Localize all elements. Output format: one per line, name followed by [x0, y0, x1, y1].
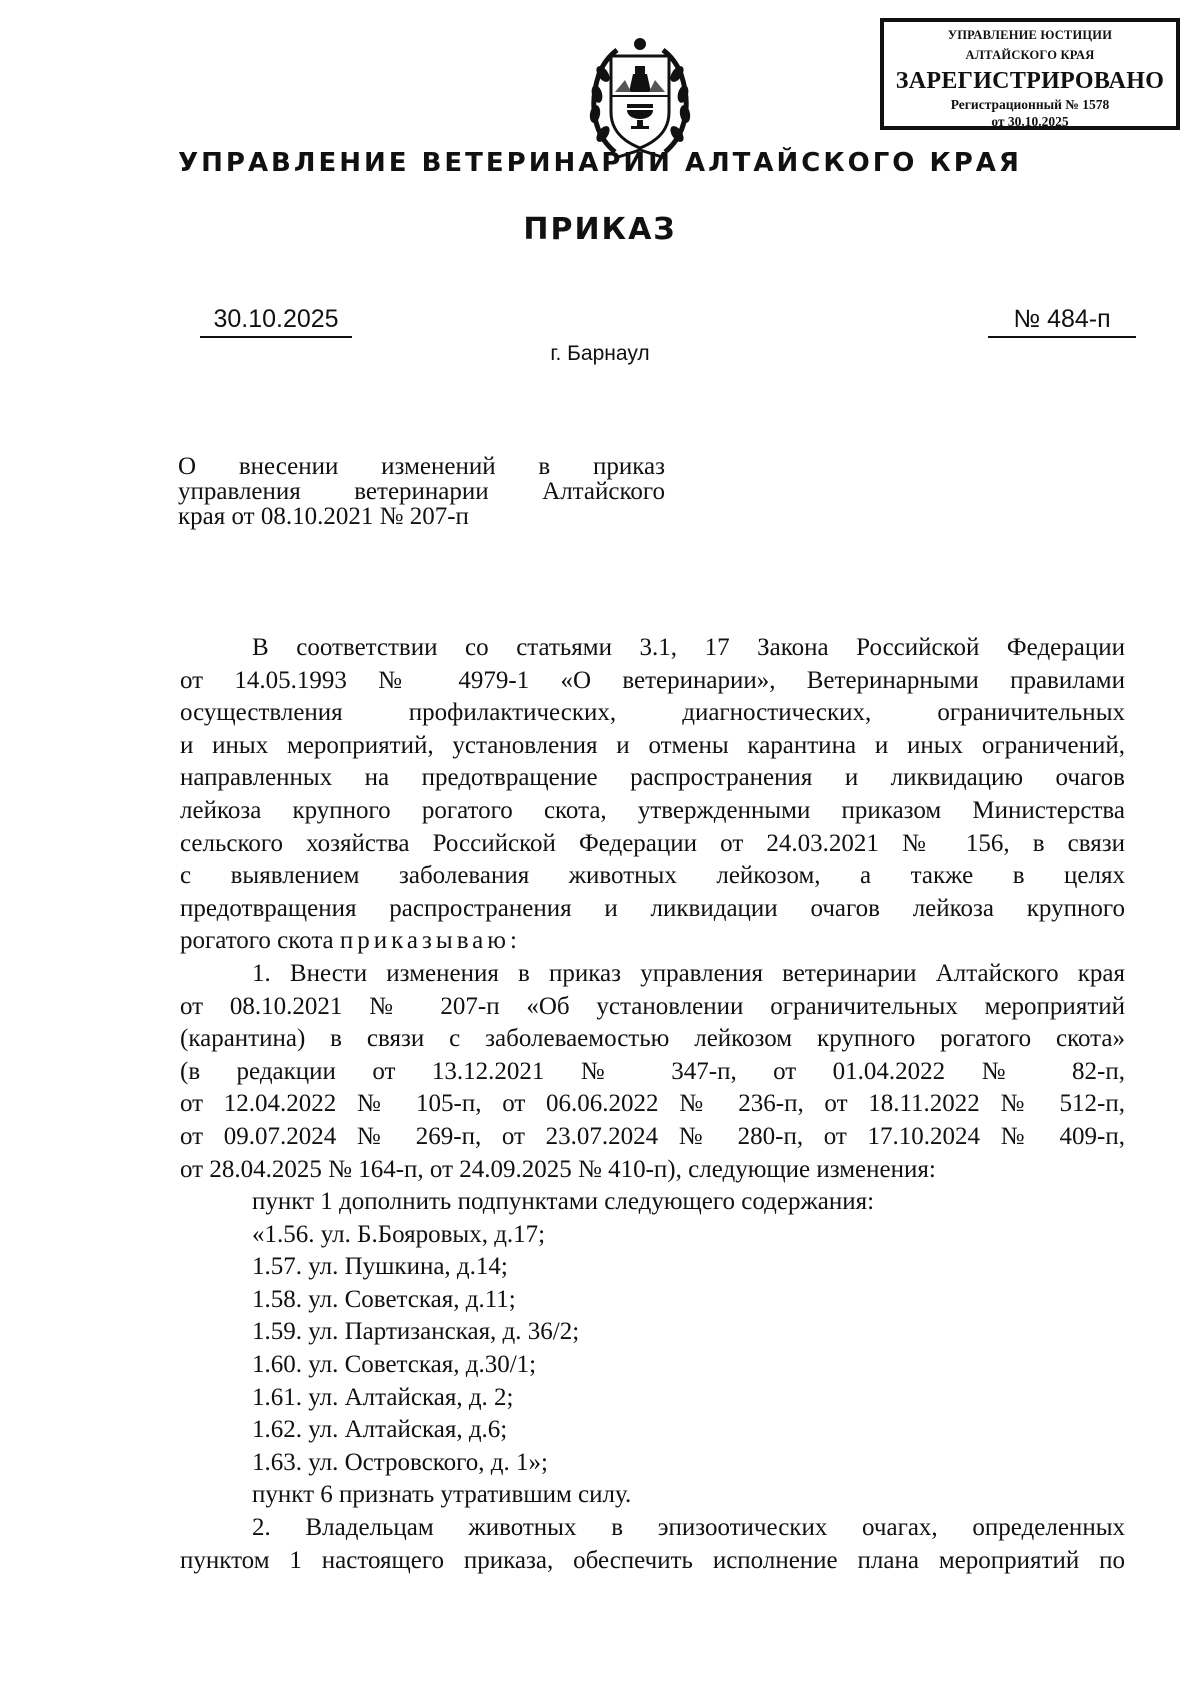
text-line: 1. Внести изменения в приказ управления ветеринарии Алтайского края — [252, 959, 1125, 987]
list-item: «1.56. ул. Б.Бояровых, д.17; — [252, 1220, 546, 1248]
subject-line: края от 08.10.2021 № 207-п — [178, 503, 469, 530]
document-date: 30.10.2025 — [200, 305, 352, 338]
coat-of-arms-icon — [585, 34, 695, 164]
subject-line: О внесении изменений в приказ — [178, 453, 665, 480]
text-line: пунктом 1 настоящего приказа, обеспечить исполнение плана мероприятий по — [180, 1546, 1125, 1574]
order-word: приказываю: — [339, 927, 521, 955]
list-item: 1.61. ул. Алтайская, д. 2; — [252, 1383, 514, 1411]
item-2-paragraph — [180, 1512, 1125, 1577]
item-1-paragraph — [180, 958, 1125, 1512]
document-type: ПРИКАЗ — [523, 212, 677, 247]
text-line: с выявлением заболевания животных лейкозом, а также в целях — [180, 862, 1125, 890]
subject-line: управления ветеринарии Алтайского — [178, 478, 665, 505]
list-item: 1.58. ул. Советская, д.11; — [252, 1285, 516, 1313]
stamp-authority-line1: УПРАВЛЕНИЕ ЮСТИЦИИ — [947, 28, 1113, 42]
text-line: от 08.10.2021 № 207-п «Об установлении ограничительных мероприятий — [180, 992, 1125, 1020]
list-item: 1.63. ул. Островского, д. 1»; — [252, 1448, 548, 1476]
stamp-reg-date: от 30.10.2025 — [991, 114, 1069, 129]
text-line: направленных на предотвращение распространения и ликвидацию очагов — [180, 764, 1125, 792]
registration-stamp — [880, 18, 1180, 130]
text-line: от 09.07.2024 № 269-п, от 23.07.2024 № 280-п, от 17.10.2024 № 409-п, — [180, 1122, 1125, 1150]
text-line — [180, 925, 1125, 958]
text-line: от 28.04.2025 № 164-п, от 24.09.2025 № 410-п), следующие изменения: — [180, 1155, 936, 1183]
text-line: пункт 6 признать утратившим силу. — [252, 1481, 632, 1509]
text-line: от 14.05.1993 № 4979-1 «О ветеринарии», Ветеринарными правилами — [180, 666, 1125, 694]
list-item: 1.59. ул. Партизанская, д. 36/2; — [252, 1318, 580, 1346]
text-line: осуществления профилактических, диагностических, ограничительных — [180, 699, 1125, 727]
text-line: (карантина) в связи с заболеваемостью лейкозом крупного рогатого скота» — [180, 1025, 1125, 1053]
text-line: от 12.04.2022 № 105-п, от 06.06.2022 № 236-п, от 18.11.2022 № 512-п, — [180, 1090, 1125, 1118]
document-body — [180, 632, 1125, 1577]
text-fragment: рогатого скота — [180, 927, 340, 955]
document-city: г. Барнаул — [550, 342, 650, 365]
list-item: 1.57. ул. Пушкина, д.14; — [252, 1253, 508, 1281]
text-line: сельского хозяйства Российской Федерации от 24.03.2021 № 156, в связи — [180, 829, 1125, 857]
stamp-status: ЗАРЕГИСТРИРОВАНО — [895, 68, 1165, 94]
organization-title: УПРАВЛЕНИЕ ВЕТЕРИНАРИИ АЛТАЙСКОГО КРАЯ — [178, 148, 1022, 178]
stamp-authority-line2: АЛТАЙСКОГО КРАЯ — [965, 48, 1095, 62]
text-line: лейкоза крупного рогатого скота, утвержденными приказом Министерства — [180, 796, 1125, 824]
document-number: № 484-п — [988, 305, 1136, 338]
text-line: предотвращения распространения и ликвидации очагов лейкоза крупного — [180, 894, 1125, 922]
preamble-paragraph — [180, 632, 1125, 958]
text-line: (в редакции от 13.12.2021 № 347-п, от 01.04.2022 № 82-п, — [180, 1057, 1125, 1085]
text-line: и иных мероприятий, установления и отмены карантина и иных ограничений, — [180, 731, 1125, 759]
text-line: В соответствии со статьями 3.1, 17 Закона Российской Федерации — [252, 634, 1125, 661]
list-item: 1.60. ул. Советская, д.30/1; — [252, 1351, 537, 1379]
text-line: пункт 1 дополнить подпунктами следующего содержания: — [252, 1188, 875, 1216]
list-item: 1.62. ул. Алтайская, д.6; — [252, 1416, 508, 1444]
stamp-reg-number: Регистрационный № 1578 — [950, 97, 1110, 112]
text-line: 2. Владельцам животных в эпизоотических очагах, определенных — [252, 1514, 1125, 1542]
document-subject — [178, 454, 665, 529]
